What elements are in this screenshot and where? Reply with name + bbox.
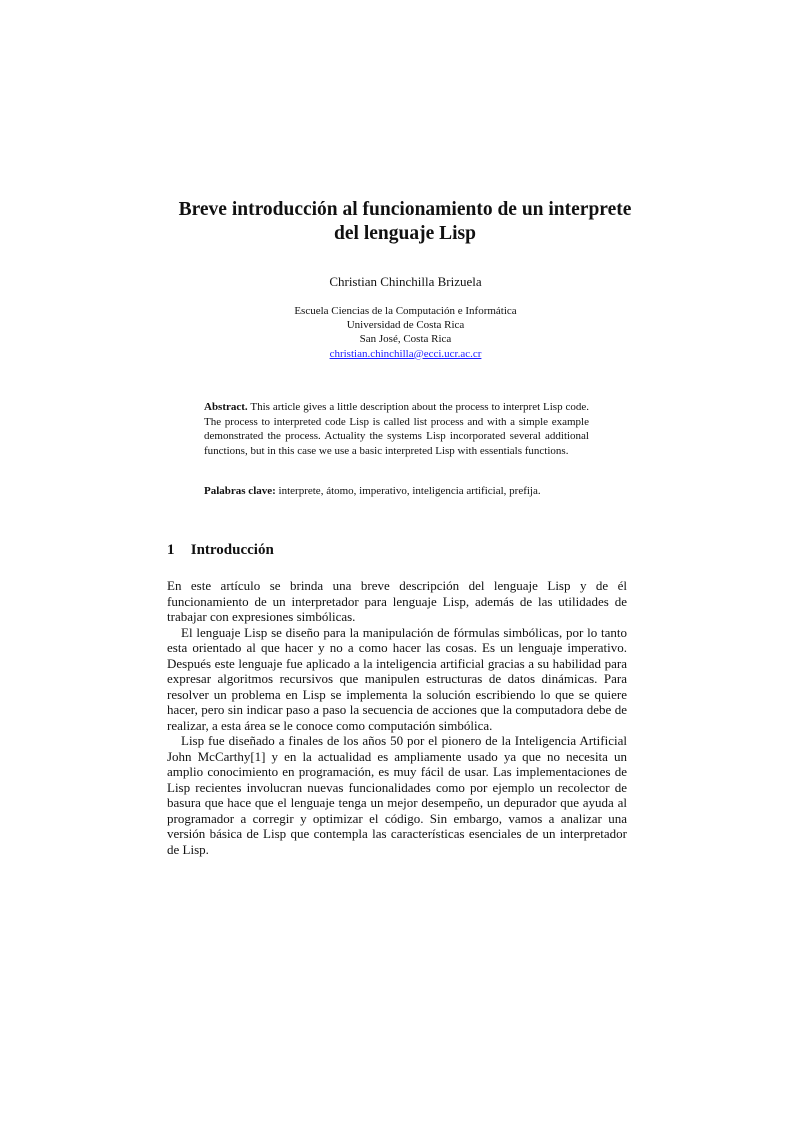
keywords-text: interprete, átomo, imperativo, inteligencia artificial, prefija. <box>275 485 541 497</box>
affiliation-department: Escuela Ciencias de la Computación e Informática <box>294 305 517 317</box>
author-name: Christian Chinchilla Brizuela <box>329 274 482 289</box>
section-number: 1 <box>167 542 175 558</box>
title-line-1: Breve introducción al funcionamiento de un interprete <box>178 199 632 220</box>
affiliation-city: San José, Costa Rica <box>359 333 452 346</box>
keywords-label: Palabras clave: <box>204 485 276 497</box>
paper-title <box>150 198 660 246</box>
keywords <box>204 484 624 498</box>
author-email-link[interactable]: christian.chinchilla@ecci.ucr.ac.cr <box>329 347 482 360</box>
abstract-label: Abstract. <box>204 401 248 413</box>
section-title: Introducción <box>190 542 274 558</box>
abstract-text: This article gives a little description about the process to interpret Lisp code. The process to interpreted code Lisp is called list process and with a simple example demonstrated the process. Actuality the systems Lisp incorporated several additional functions, but in this case we use a basic interpreted Lisp with essentials functions. <box>204 401 589 457</box>
section-heading <box>167 541 274 559</box>
section-body <box>167 578 627 857</box>
affiliation-block <box>0 304 793 361</box>
paragraph: El lenguaje Lisp se diseño para la manipulación de fórmulas simbólicas, por lo tanto esta orientado al que hacer y no a como hacer las cosas. Es un lenguaje imperativo. Después este lenguaje fue aplicado a la inteligencia artificial gracias a su habilidad para expresar algoritmos recursivos que manipulen estructuras de datos dinámicas. Para resolver un problema en Lisp se implementa la solución escribiendo lo que se quiere hacer, pero sin indicar paso a paso la secuencia de acciones que la computadora debe de realizar, a esta área se le conoce como computación simbólica. <box>167 624 627 733</box>
affiliation-university: Universidad de Costa Rica <box>346 319 465 332</box>
abstract <box>204 400 589 458</box>
paragraph: Lisp fue diseñado a finales de los años 50 por el pionero de la Inteligencia Artificial John McCarthy[1] y en la actualidad es ampliamente usado ya que no necesita un amplio conocimiento en programación, es muy fácil de usar. Las implementaciones de Lisp recientes involucran nuevas funcionalidades como por ejemplo un recolector de basura que hace que el lenguaje tenga un mejor desempeño, un depurador que ayuda al programador a corregir y optimizar el código. Sin embargo, vamos a analizar una versión básica de Lisp que contempla las características esenciales de un interpretador de Lisp. <box>167 733 627 857</box>
title-line-2: del lenguaje Lisp <box>334 223 476 244</box>
paragraph: En este artículo se brinda una breve descripción del lenguaje Lisp y de él funcionamiento de un interpretador para lenguaje Lisp, además de las utilidades de trabajar con expresiones simbólicas. <box>167 578 627 624</box>
